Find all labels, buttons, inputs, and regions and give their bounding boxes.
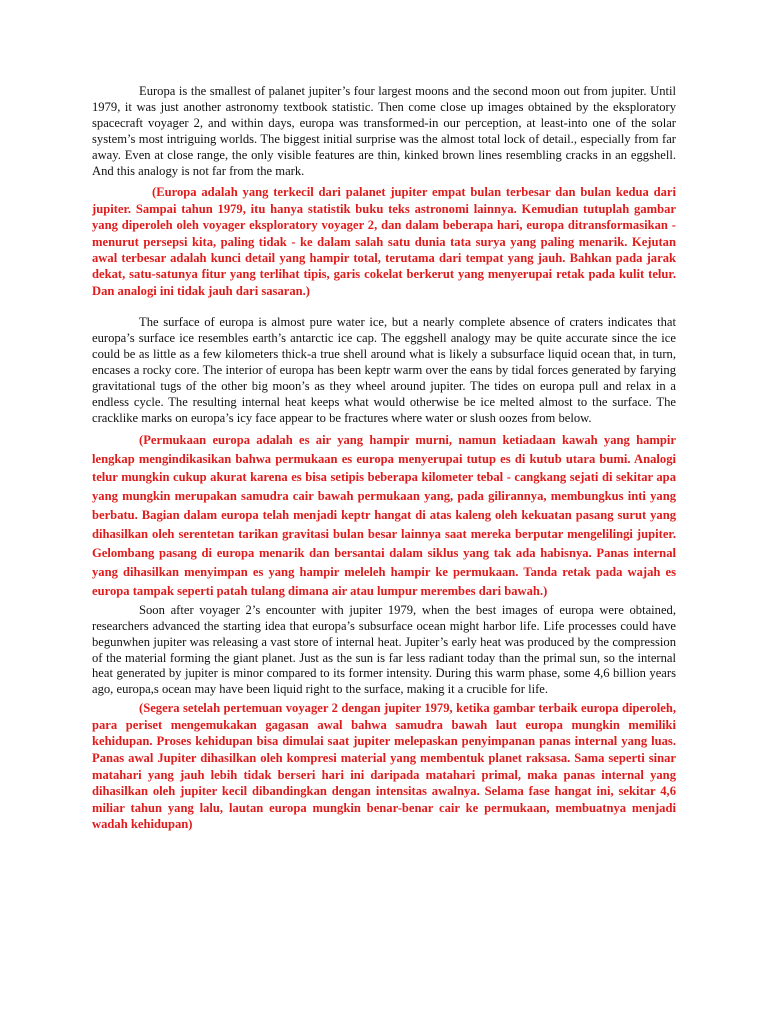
english-paragraph-3: Soon after voyager 2’s encounter with jupiter 1979, when the best images of europa were obtained, researchers advanced the starting idea that europa’s subsurface ocean might harbor life. Life processes could have begunwhen jupiter was releasing a vast store of internal heat. Jupiter’s early heat was produced by the compression of the material forming the giant planet. Just as the sun is far less radiant today than the primal sun, so the internal heat generated by jupiter is minor compared to its former intensity. During this warm phase, some 4,6 billion years ago, europa,s ocean may have been liquid right to the surface, making it a crucible for life. (92, 602, 676, 697)
translation-paragraph-1: (Europa adalah yang terkecil dari palanet jupiter empat bulan terbesar dan bulan kedua dari jupiter. Sampai tahun 1979, itu hanya statistik buku teks astronomi lainnya. Kemudian tutuplah gambar yang diperoleh oleh voyager eksploratory voyager 2, dan dalam beberapa hari, europa ditransformasikan - menurut persepsi kita, paling tidak - ke dalam salah satu dunia tata surya yang paling menarik. Kejutan awal terbesar adalah kunci detail yang hampir total, terutama dari tempat yang jauh. Bahkan pada jarak dekat, satu-satunya fitur yang terlihat tipis, garis cokelat berkerut yang menyerupai retak pada kulit telur. Dan analogi ini tidak jauh dari sasaran.) (92, 185, 676, 298)
english-paragraph-2: The surface of europa is almost pure water ice, but a nearly complete absence of craters indicates that europa’s surface ice resembles earth’s antarctic ice cap. The eggshell analogy may be quite accurate since the ice could be as little as a few kilometers thick-a true shell around what is likely a subsurface liquid ocean that, in turn, encases a rocky core. The interior of europa has been keptr warm over the eans by tidal forces generated by farying gravitational tugs of the other big moon’s as they wheel around jupiter. The tides on europa pull and relax in a endless cycle. The resulting internal heat keeps what would otherwise be ice melted almost to the surface. The cracklike marks on europa’s icy face appear to be fractures where water or slush oozes from below. (92, 315, 676, 425)
translation-paragraph-3: (Segera setelah pertemuan voyager 2 dengan jupiter 1979, ketika gambar terbaik europa diperoleh, para periset mengemukakan gagasan awal bahwa samudra bawah laut europa mungkin memiliki kehidupan. Proses kehidupan bisa dimulai saat jupiter melepaskan penyimpanan panas internal yang luas. Panas awal Jupiter dihasilkan oleh kompresi material yang membentuk planet raksasa. Sama seperti sinar matahari yang jauh lebih tidak berseri hari ini daripada matahari primal, maka panas internal yang dihasilkan oleh jupiter kecil dibandingkan dengan intensitas awalnya. Selama fase hangat ini, sekitar 4,6 miliar tahun yang lalu, lautan europa mungkin benar-benar cair ke permukaan, membuatnya menjadi wadah kehidupan) (92, 701, 676, 832)
document-body (92, 84, 676, 833)
english-paragraph-1: Europa is the smallest of palanet jupiter’s four largest moons and the second moon out from jupiter. Until 1979, it was just another astronomy textbook statistic. Then come close up images obtained by the eksploratory spacecraft voyager 2, and within days, europa was transformed-in our perception, at least-into one of the solar system’s most intriguing worlds. The biggest initial surprise was the almost total lock of detail., especially from far away. Even at close range, the only visible features are thin, kinked brown lines resembling cracks in an eggshell. And this analogy is not far from the mark. (92, 84, 676, 178)
translation-paragraph-2: (Permukaan europa adalah es air yang hampir murni, namun ketiadaan kawah yang hampir lengkap mengindikasikan bahwa permukaan es europa menyerupai tutup es di kutub utara bumi. Analogi telur mungkin cukup akurat karena es bisa setipis beberapa kilometer tebal - cangkang sejati di sekitar apa yang mungkin merupakan samudra cair bawah permukaan yang, pada gilirannya, membungkus inti yang berbatu. Bagian dalam europa telah menjadi keptr hangat di atas kaleng oleh kekuatan pasang surut yang dihasilkan oleh serentetan tarikan gravitasi bulan besar lainnya saat mereka berputar mengelilingi jupiter. Gelombang pasang di europa menarik dan bersantai dalam siklus yang tak ada habisnya. Panas internal yang dihasilkan menyimpan es yang hampir meleleh hampir ke permukaan. Tanda retak pada wajah es europa tampak seperti patah tulang dimana air atau lumpur merembes dari bawah.) (92, 432, 676, 598)
